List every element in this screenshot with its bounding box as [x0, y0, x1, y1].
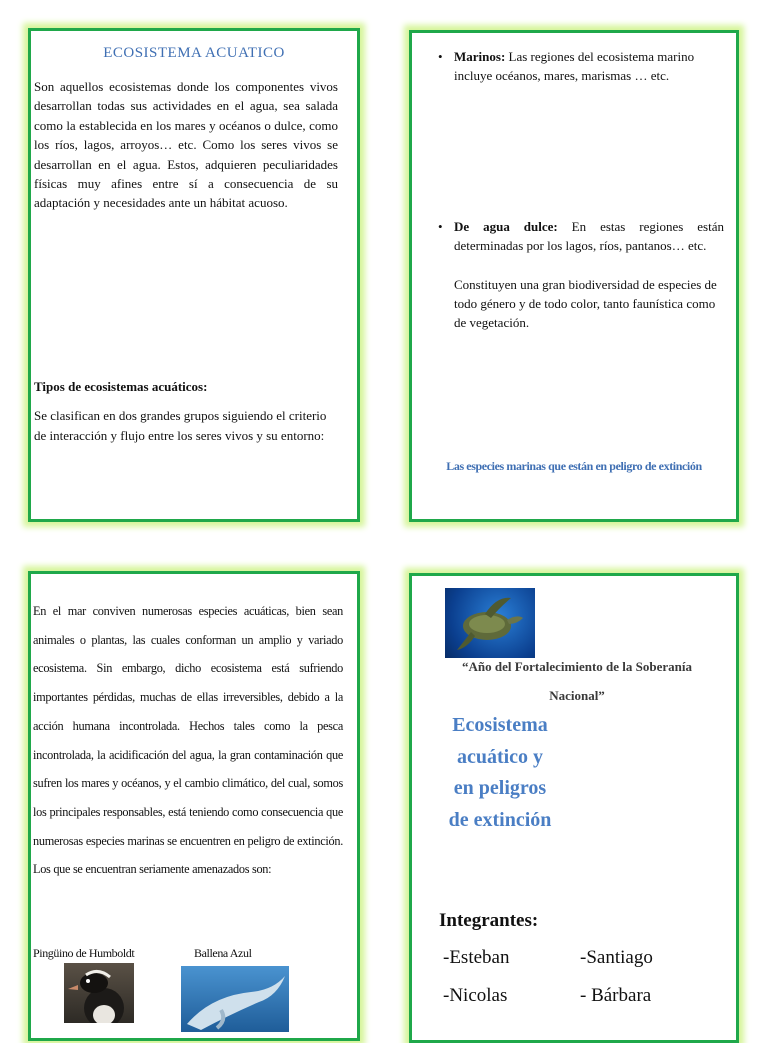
panel-title: ECOSISTEMA ACUATICO	[103, 45, 285, 61]
member-name: -Nicolas	[443, 985, 508, 1006]
penguin-icon	[64, 963, 134, 1023]
member-name: -Esteban	[443, 947, 510, 968]
member-name: -Santiago	[580, 947, 653, 968]
turtle-icon	[445, 588, 535, 658]
types-heading: Tipos de ecosistemas acuáticos:	[34, 379, 208, 394]
bullet-dot-icon: •	[438, 49, 443, 64]
penguin-photo	[64, 963, 134, 1023]
types-paragraph: Se clasifican en dos grandes grupos siguiendo el criterio de interacción y flujo entre los seres vivos y su entorno:	[34, 408, 327, 443]
bullet-marinos	[438, 47, 724, 85]
species-caption-whale: Ballena Azul	[194, 946, 252, 960]
sea-turtle-photo	[445, 588, 535, 658]
intro-paragraph: Son aquellos ecosistemas donde los componentes vivos desarrollan todas sus actividades en el agua, sea salada como la establecida en los mares y océanos o dulce, como los ríos, lagos, arroyos… etc. Como los seres vivos se desarrollan en el agua. Estos, adquieren peculiaridades físicas muy afines entre sí a consecuencia de su adaptación y necesidades ante un hábitat acuoso.	[34, 79, 338, 211]
motto-text: “Año del Fortalecimiento de la Soberanía Nacional”	[461, 659, 692, 703]
dulce-text: En estas regiones están determinadas por los lagos, ríos, pantanos… etc.	[454, 219, 724, 253]
bullet-dot-icon: •	[438, 219, 443, 234]
dulce-extra-paragraph: Constituyen una gran biodiversidad de especies de todo género y de todo color, tanto faunística como de vegetación.	[454, 277, 717, 330]
panel-portada	[409, 573, 739, 1043]
members-heading: Integrantes:	[439, 910, 539, 931]
panel-tipos	[409, 30, 739, 522]
member-name: - Bárbara	[580, 985, 652, 1006]
whale-photo	[181, 966, 289, 1032]
whale-icon	[181, 966, 289, 1032]
marinos-text: Las regiones del ecosistema marino incluye océanos, mares, marismas … etc.	[454, 49, 695, 83]
dulce-label: De agua dulce:	[454, 219, 558, 234]
endangered-species-link[interactable]: Las especies marinas que están en peligro de extinción	[446, 459, 702, 473]
panel-especies-peligro	[28, 571, 360, 1041]
panel-ecosistema-acuatico	[28, 28, 360, 522]
marinos-label: Marinos:	[454, 49, 506, 64]
cover-title: Ecosistema acuático y en peligros de extinción	[448, 714, 552, 831]
bullet-agua-dulce	[438, 217, 724, 255]
species-caption-penguin: Pingüino de Humboldt	[33, 946, 135, 960]
endangered-paragraph: En el mar conviven numerosas especies acuáticas, bien sean animales o plantas, las cuales conforman un amplio y variado ecosistema. Sin embargo, dicho ecosistema está sufriendo importantes pérdidas, muchas de ellas irreversibles, debido a la acción humana incontrolada. Hechos tales como la pesca incontrolada, la acidificación del agua, la gran contaminación que sufren los mares y océanos, y el cambio climático, del cual, somos los principales responsables, está teniendo como consecuencia que numerosas especies marinas se encuentren en peligro de extinción. Los que se encuentran seriamente amenazados son:	[33, 604, 343, 877]
